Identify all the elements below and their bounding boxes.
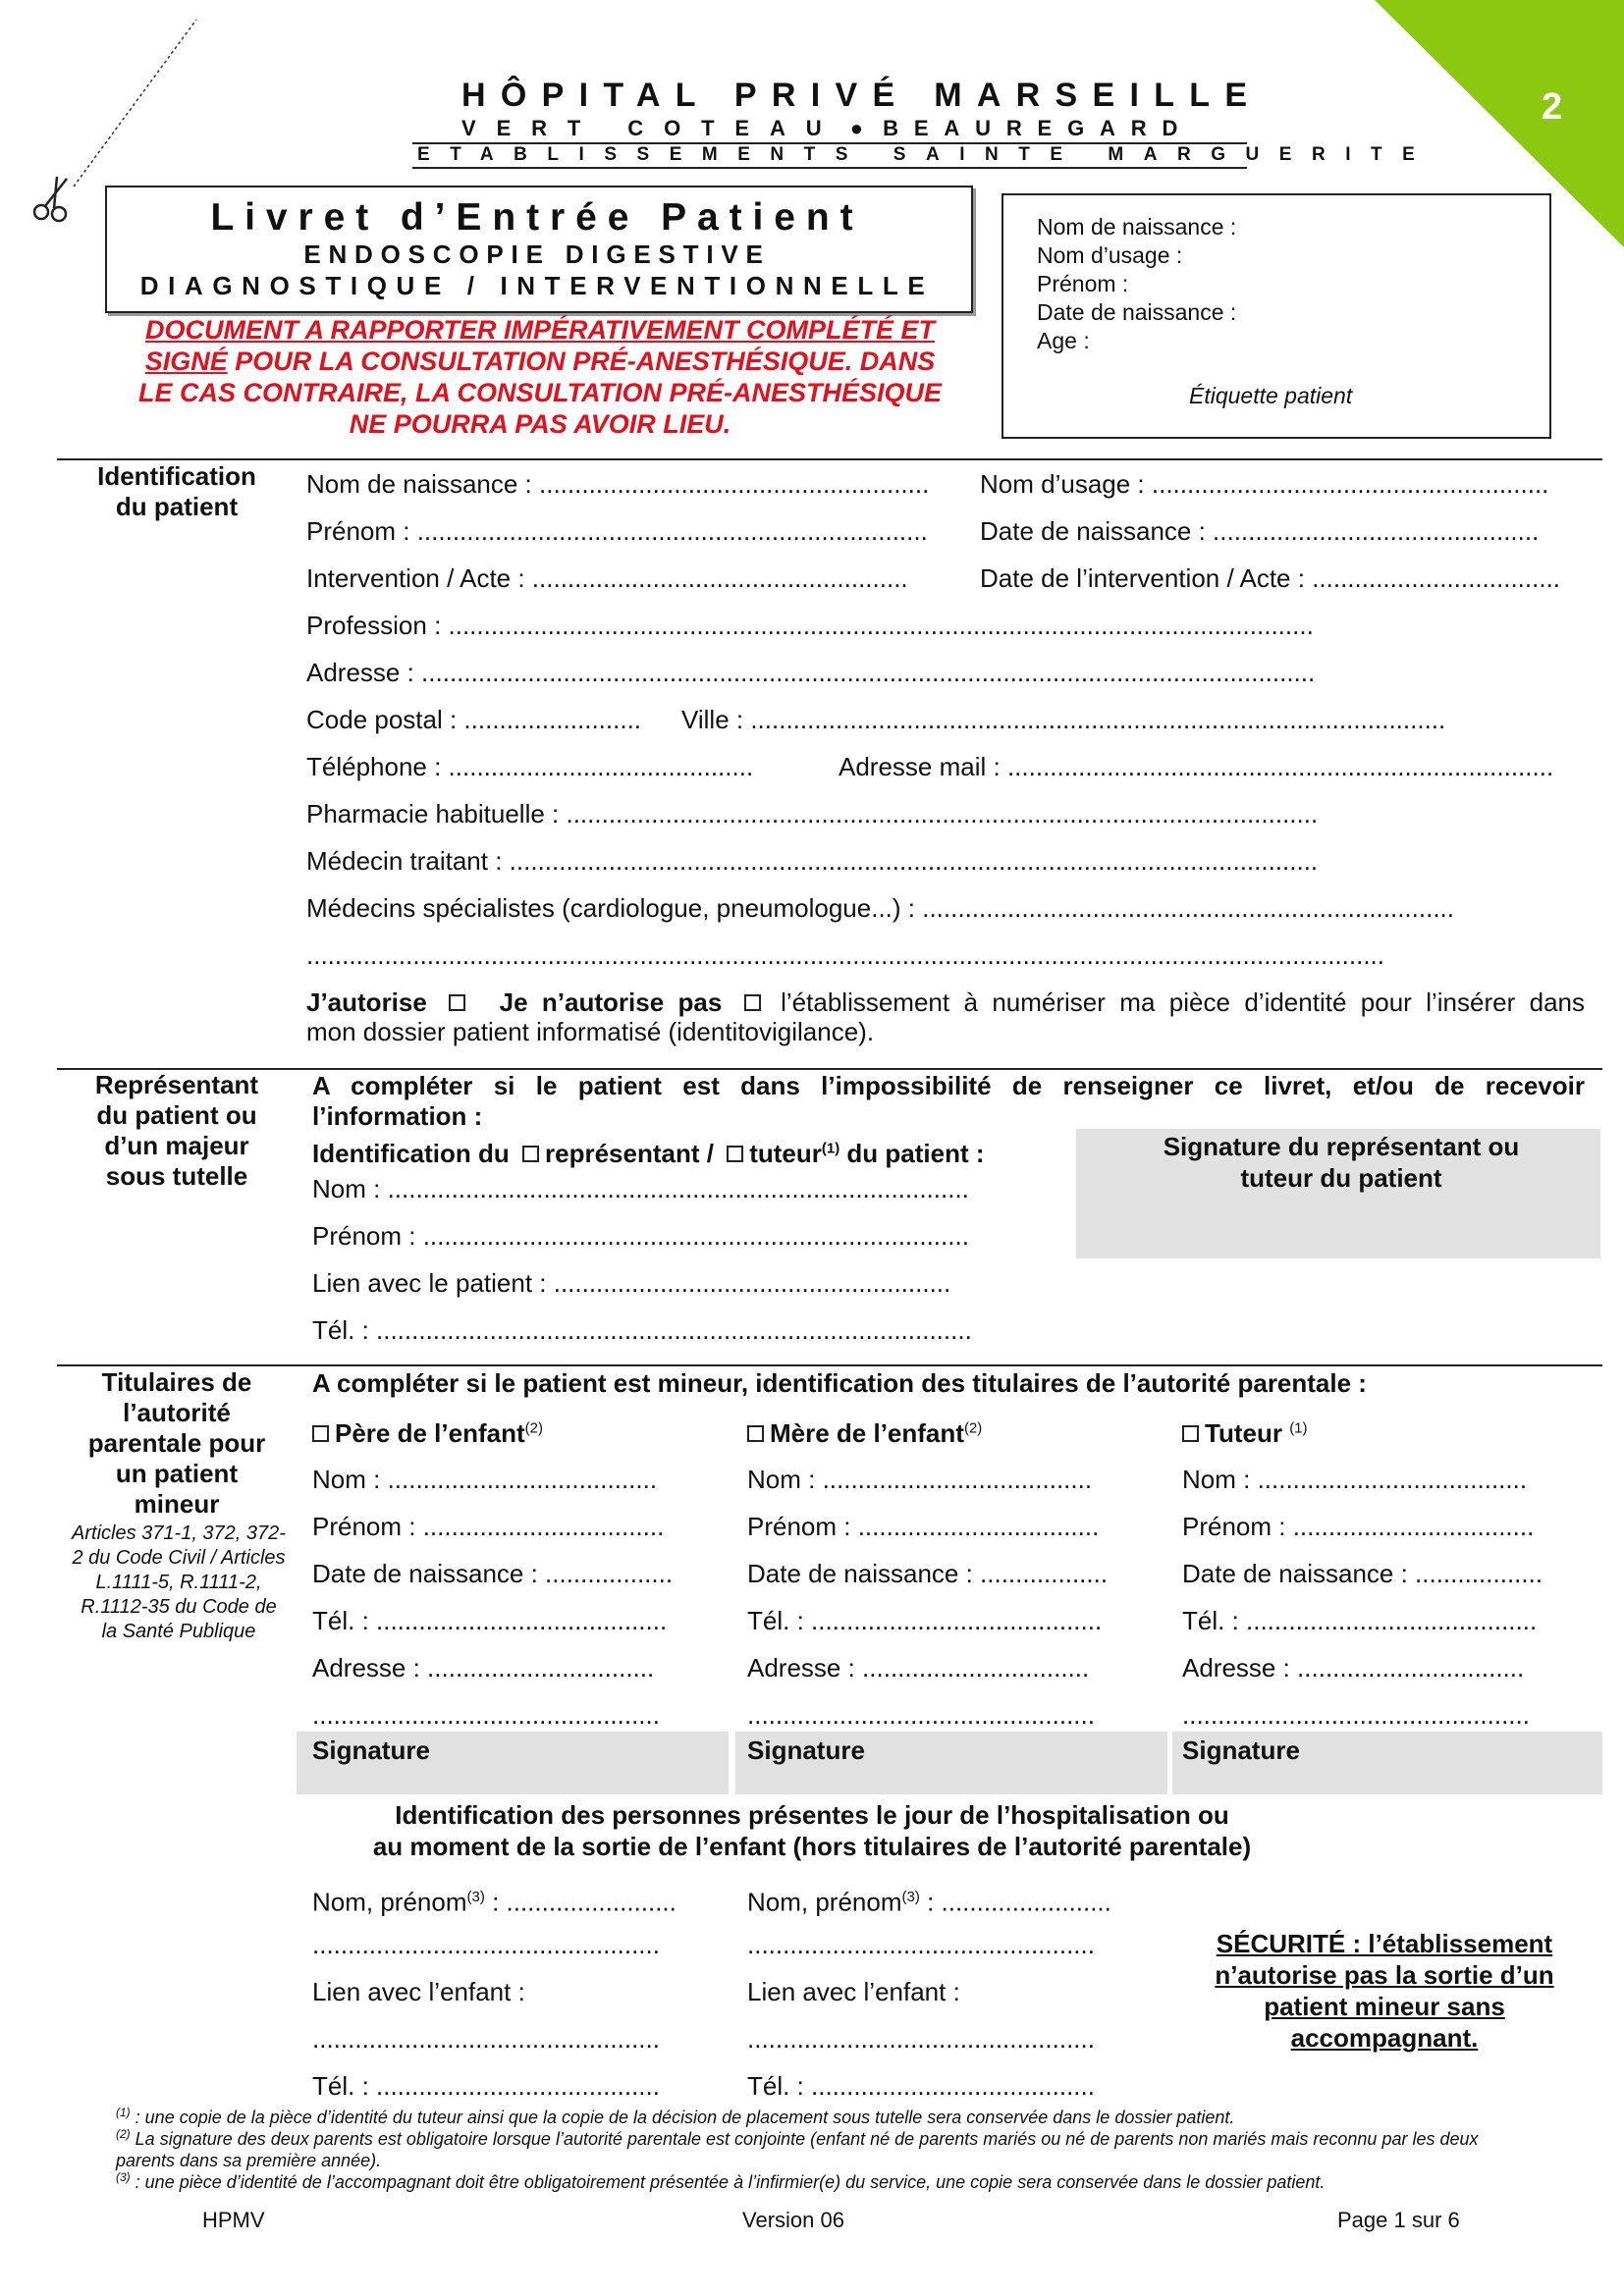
phone-field[interactable]: Téléphone : ........................................... [306,752,754,781]
footnote-ref: (2) [963,1419,983,1437]
footnote-ref: (3) [901,1889,920,1905]
person2-phone-field[interactable]: Tél. : ........................................ [747,2071,1095,2101]
tutor-phone-field[interactable]: Tél. : ......................................... [1182,1606,1538,1635]
consent-no-checkbox[interactable] [744,994,761,1011]
person1-name-label: Nom, prénom [312,1887,467,1917]
rep-link-field[interactable]: Lien avec le patient : ........................................................ [312,1268,951,1298]
footnote-mark: (2) [116,2127,131,2141]
tutor-signature-label: Signature [1182,1735,1300,1765]
security-text: n’autorise pas la sortie d’un patient mineur sans accompagnant. [1215,1960,1554,2053]
birth-name-field[interactable]: Nom de naissance : ....................................................... [306,469,930,499]
present-persons-heading-1: Identification des personnes présentes le jour de l’hospitalisation ou [395,1800,1229,1830]
booklet-subtitle-1: ENDOSCOPIE DIGESTIVE [303,240,771,269]
label-line: Nom de naissance : [1037,214,1237,240]
label-line: Age : [1037,328,1090,353]
label-line: Nom d’usage : [1037,242,1183,268]
booklet-subtitle-2: DIAGNOSTIQUE / INTERVENTIONNELLE [139,271,935,300]
tutor-address-field[interactable]: Adresse : ................................ [1182,1653,1525,1682]
ident-label-b: représentant / [545,1139,714,1168]
consent-yes-label: J’autorise [306,988,427,1017]
id-consent [306,988,1585,1017]
ident-label-a: Identification du [312,1139,510,1168]
warning-line-1: DOCUMENT A RAPPORTER IMPÉRATIVEMENT COMPLÉTÉ ET [144,315,936,345]
intervention-field[interactable]: Intervention / Acte : ..................................................... [306,563,908,593]
footnote-ref: (2) [524,1419,543,1437]
first-name-field[interactable]: Prénom : ........................................................................ [306,516,928,546]
mother-address-extra-field[interactable]: ................................................. [747,1700,1095,1730]
father-phone-field[interactable]: Tél. : ......................................... [312,1606,668,1635]
section-divider [57,458,1602,460]
footnote-ref: (1) [1289,1419,1308,1437]
footer-right: Page 1 sur 6 [1337,2208,1460,2232]
patient-label-lines [1037,213,1236,355]
present-persons-heading-2: au moment de la sortie de l’enfant (hors titulaires de l’autorité parentale) [372,1832,1252,1861]
section-divider [57,1364,1602,1366]
person1-name-field[interactable] [312,1883,677,1917]
address-field[interactable]: Adresse : .............................................................................................................................. [306,658,1316,687]
separator-dot-icon: ● [849,116,863,140]
ident-label-c: tuteur [749,1139,822,1168]
tutor-birthdate-field[interactable]: Date de naissance : .................. [1182,1559,1543,1588]
father-signature-label: Signature [312,1735,430,1765]
mother-firstname-field[interactable]: Prénom : .................................. [747,1512,1100,1541]
father-address-extra-field[interactable]: ................................................. [312,1700,660,1730]
representative-signature-label: Signature du représentant ou tuteur du patient [1163,1132,1520,1193]
warning-line-3: LE CAS CONTRAIRE, LA CONSULTATION PRÉ-ANESTHÉSIQUE [137,378,942,407]
consent-text-2: mon dossier patient informatisé (identitovigilance). [306,1017,875,1046]
footnote-ref: (3) [466,1889,485,1905]
booklet-title: Livret d’Entrée Patient [210,196,864,239]
specialists-field[interactable]: Médecins spécialistes (cardiologue, pneumologue...) : ........................................................................... [306,893,1454,923]
footnote-mark: (3) [116,2170,131,2184]
parental-legal: Articles 371-1, 372, 372-2 du Code Civil / Articles L.1111-5, R.1111-2, R.1112-35 du Code de la Santé Publique [72,1522,286,1642]
consent-yes-checkbox[interactable] [449,994,465,1011]
rep-name-field[interactable]: Nom : .................................................................................. [312,1174,969,1203]
person2-name-label: Nom, prénom [747,1887,902,1917]
warning-line-2-rest: POUR LA CONSULTATION PRÉ-ANESTHÉSIQUE. DANS [227,347,936,376]
identification-heading: Identification du patient [97,461,256,521]
specialists-extra-field[interactable]: ........................................................................................................................................................ [306,940,1384,970]
person2-name-extra-field[interactable]: ................................................. [747,1930,1095,1959]
person2-link-field[interactable]: Lien avec l’enfant : [747,1977,960,2006]
representative-checkbox[interactable] [522,1146,539,1162]
footnote-2 [116,2123,1530,2171]
father-address-field[interactable]: Adresse : ................................ [312,1653,655,1682]
rep-firstname-field[interactable]: Prénom : ............................................................................. [312,1221,969,1251]
postal-code-field[interactable]: Code postal : ......................... [306,705,642,734]
footnote-text: La signature des deux parents est obligatoire lorsque l’autorité parentale est conjointe (enfant né de parents mariés ou né de parents non mariés mais reconnu par les deux parents dans sa première année). [116,2129,1479,2170]
footer-center: Version 06 [742,2208,844,2232]
email-field[interactable]: Adresse mail : ............................................................................. [839,752,1554,781]
header-rule-bottom [412,167,1247,169]
warning-line-2 [98,346,982,377]
footnote-text: : une copie de la pièce d’identité du tuteur ainsi que la copie de la décision de placement sous tutelle sera conservée dans le dossier patient. [130,2108,1235,2127]
security-notice [1178,1928,1591,2054]
representative-identification [312,1139,985,1169]
city-field[interactable]: Ville : .................................................................................................. [681,705,1446,734]
person1-name-extra-field[interactable]: ................................................. [312,1930,660,1959]
consent-text: l’établissement à numériser ma pièce d’identité pour l’insérer dans [766,988,1586,1017]
rep-phone-field[interactable]: Tél. : .................................................................................... [312,1315,972,1345]
footnote-3 [116,2166,1530,2193]
mother-title [747,1418,982,1449]
mother-signature-label: Signature [747,1735,865,1765]
consent-no-label: Je n’autorise pas [499,988,723,1017]
ident-label-d: du patient : [839,1139,985,1168]
tutor-firstname-field[interactable]: Prénom : .................................. [1182,1512,1535,1541]
birth-date-field[interactable]: Date de naissance : .............................................. [980,516,1540,546]
mother-address-field[interactable]: Adresse : ................................ [747,1653,1090,1682]
tutor-checkbox[interactable] [727,1146,743,1162]
mother-label: Mère de l’enfant [770,1418,964,1448]
mother-checkbox[interactable] [747,1425,764,1442]
mother-birthdate-field[interactable]: Date de naissance : .................. [747,1559,1109,1588]
label-line: Prénom : [1037,271,1129,296]
father-title [312,1418,543,1449]
parental-heading: Titulaires de l’autorité parentale pour un patient mineur [87,1367,266,1519]
profession-field[interactable]: Profession : .......................................................................................................................... [306,611,1314,640]
warning-line-4: NE POURRA PAS AVOIR LIEU. [349,409,731,439]
parental-intro: A compléter si le patient est mineur, identification des titulaires de l’autorité parentale : [312,1368,1367,1398]
person1-name-dots: : ........................ [484,1887,677,1917]
gp-field[interactable]: Médecin traitant : .................................................................................................................. [306,846,1319,876]
footnote-mark: (1) [116,2106,131,2119]
father-label: Père de l’enfant [335,1418,525,1448]
representative-intro-2: l’information : [312,1101,483,1131]
tutor-address-extra-field[interactable]: ................................................. [1182,1700,1530,1730]
footnote-ref: (1) [821,1140,840,1157]
warning-text [98,314,982,440]
tutor-title [1182,1418,1308,1449]
person1-phone-field[interactable]: Tél. : ........................................ [312,2071,660,2101]
site-right: BEAUREGARD [883,116,1194,140]
representative-intro: A compléter si le patient est dans l’impossibilité de renseigner ce livret, et/ou de recevoir [312,1071,1585,1100]
intervention-date-field[interactable]: Date de l’intervention / Acte : ................................... [980,563,1561,593]
section-divider [57,1068,1602,1070]
father-birthdate-field[interactable]: Date de naissance : .................. [312,1559,674,1588]
page-number: 2 [1542,86,1563,128]
representative-heading: Représentant du patient ou d’un majeur sous tutelle [94,1070,259,1191]
patient-label-caption: Étiquette patient [1189,383,1353,408]
tutor-label: Tuteur [1205,1418,1282,1448]
mother-name-field[interactable]: Nom : ...................................... [747,1465,1093,1494]
father-name-field[interactable]: Nom : ...................................... [312,1465,658,1494]
label-line: Date de naissance : [1037,299,1237,325]
father-firstname-field[interactable]: Prénom : .................................. [312,1512,665,1541]
person2-name-field[interactable] [747,1883,1111,1917]
person2-name-dots: : ........................ [919,1887,1111,1917]
hospital-name: HÔPITAL PRIVÉ MARSEILLE [461,77,1263,114]
person1-link-extra-field[interactable]: ................................................. [312,2024,660,2054]
father-checkbox[interactable] [312,1425,329,1442]
warning-signed: SIGNÉ [144,347,228,376]
tutor-parent-checkbox[interactable] [1182,1425,1199,1442]
person1-link-field[interactable]: Lien avec l’enfant : [312,1977,525,2006]
person2-link-extra-field[interactable]: ................................................. [747,2024,1095,2054]
tutor-name-field[interactable]: Nom : ...................................... [1182,1465,1528,1494]
usage-name-field[interactable]: Nom d’usage : ........................................................ [980,469,1549,499]
hospital-sites [461,116,1193,141]
pharmacy-field[interactable]: Pharmacie habituelle : .......................................................................................................... [306,799,1319,828]
footnote-text: : une pièce d’identité de l’accompagnant doit être obligatoirement présentée à l’infirmier(e) du service, une copie sera conservée dans le dossier patient. [130,2172,1326,2192]
mother-phone-field[interactable]: Tél. : ......................................... [747,1606,1103,1635]
site-left: VERT COTEAU [461,116,842,140]
hospital-group: ETABLISSEMENTS SAINTE MARGUERITE [417,144,1435,165]
footer-left: HPMV [202,2208,265,2232]
security-title: SÉCURITÉ : l’établissement [1216,1929,1553,1958]
